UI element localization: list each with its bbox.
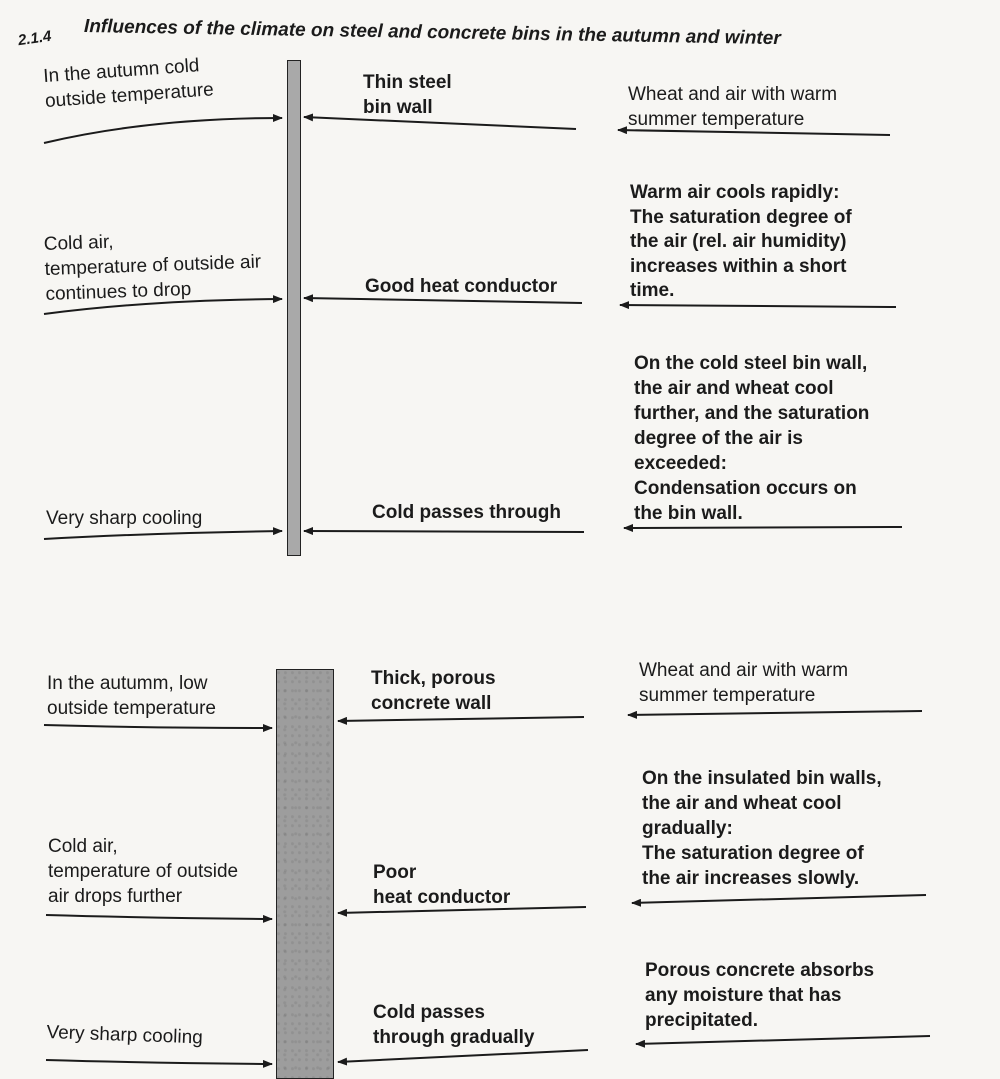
concrete-outside-label-3: Very sharp cooling bbox=[46, 1021, 204, 1049]
concrete-wall-label-3: Cold passes through gradually bbox=[373, 1002, 535, 1048]
arrow-steel-outside-3 bbox=[44, 531, 282, 539]
section-number: 2.1.4 bbox=[16, 27, 53, 50]
steel-wall-label-2: Good heat conductor bbox=[365, 276, 558, 297]
concrete-inside-label-2: On the insulated bin walls, the air and wheat cool gradually: The saturation degree of the air increases slowly. bbox=[642, 768, 882, 889]
steel-outside-label-2: Cold air, temperature of outside air continues to drop bbox=[43, 231, 262, 306]
concrete-wall-label-2: Poor heat conductor bbox=[373, 862, 511, 908]
steel-inside-label-2: Warm air cools rapidly: The saturation degree of the air (rel. air humidity) increases within a short time. bbox=[630, 182, 852, 302]
arrow-concrete-outside-3 bbox=[46, 1060, 272, 1064]
steel-inside-label-3: On the cold steel bin wall, the air and wheat cool further, and the saturation degree of the air is exceeded: Condensation occurs on the bin wall. bbox=[634, 353, 870, 524]
steel-wall-label-3: Cold passes through bbox=[372, 502, 561, 523]
concrete-inside-label-1: Wheat and air with warm summer temperature bbox=[639, 660, 849, 706]
arrow-concrete-inside-1 bbox=[628, 711, 922, 715]
arrow-steel-inside-3 bbox=[624, 527, 902, 528]
arrow-concrete-inside-3 bbox=[636, 1036, 930, 1044]
steel-wall-label-1: Thin steel bin wall bbox=[363, 72, 452, 118]
page-title: Influences of the climate on steel and concrete bins in the autumn and winter bbox=[83, 16, 781, 50]
arrow-steel-outside-1 bbox=[44, 118, 282, 143]
arrow-steel-inside-2 bbox=[620, 305, 896, 307]
concrete-wall-label-1: Thick, porous concrete wall bbox=[371, 668, 496, 714]
arrow-concrete-wall-3 bbox=[338, 1050, 588, 1062]
concrete-outside-label-2: Cold air, temperature of outside air drops further bbox=[48, 836, 239, 907]
concrete-inside-label-3: Porous concrete absorbs any moisture that has precipitated. bbox=[645, 960, 875, 1031]
arrow-concrete-outside-2 bbox=[46, 915, 272, 919]
arrow-concrete-outside-1 bbox=[44, 725, 272, 728]
concrete-outside-label-1: In the autumm, low outside temperature bbox=[47, 673, 216, 719]
arrow-concrete-inside-2 bbox=[632, 895, 926, 903]
arrow-concrete-wall-1 bbox=[338, 717, 584, 721]
steel-inside-label-1: Wheat and air with warm summer temperature bbox=[628, 84, 838, 130]
arrow-steel-wall-3 bbox=[304, 531, 584, 532]
steel-outside-label-1: In the autumn cold outside temperature bbox=[42, 55, 215, 113]
steel-outside-label-3: Very sharp cooling bbox=[46, 508, 203, 529]
